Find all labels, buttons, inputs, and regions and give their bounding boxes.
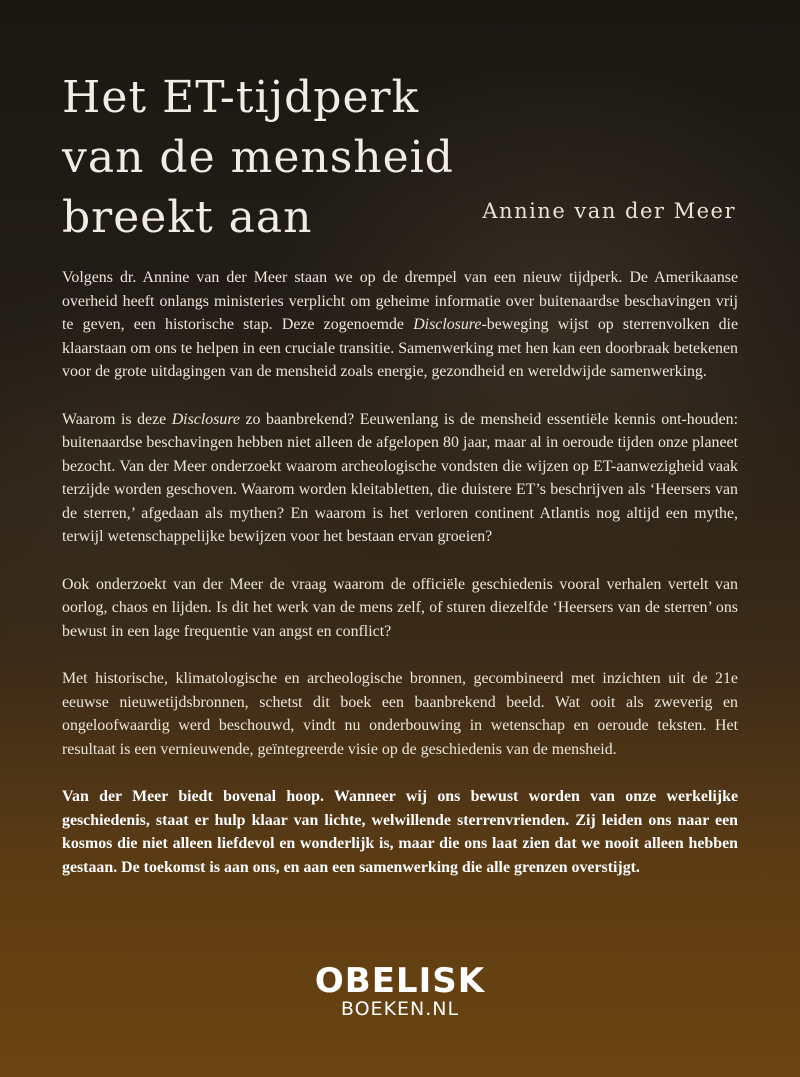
text-run: Met historische, klimatologische en archeologische bronnen, gecombineerd met inzichten uit de 21e eeuwse nieuwetijdsbronnen, schetst dit boek een baanbrekend beeld. Wat ooit als zweverig en ongeloofwaardig werd beschouwd, vindt nu onderbouwing in wetenschap en oeroude teksten. Het resultaat is een vernieuwende, geïntegreerde visie op de geschiedenis van de mensheid. — [62, 670, 738, 758]
book-title — [62, 68, 454, 248]
title-line-2: van de mensheid — [62, 132, 454, 183]
italic-term: Disclosure — [413, 316, 482, 333]
text-run: Volgens dr. Annine van der Meer staan we op de drempel van een nieuw tijdperk. De Amerikaanse overheid heeft onlangs ministeries verplicht om geheime informatie over buitenaardse beschavingen vrij te geven, een historische stap. Deze zogenoemde — [62, 269, 738, 333]
paragraph-5-closing — [62, 785, 738, 879]
text-run: Ook onderzoekt van der Meer de vraag waarom de officiële geschiedenis vooral verhalen vertelt van oorlog, chaos en lijden. Is dit het werk van de mens zelf, of sturen diezelfde ‘Heersers van de sterren’ ons bewust in een lage frequentie van angst en conflict? — [62, 575, 738, 640]
italic-term: Disclosure — [171, 410, 240, 428]
blurb-text — [62, 266, 738, 903]
title-line-3: breekt aan — [62, 192, 313, 243]
text-run: -beweging wijst op sterrenvolken die klaarstaan om ons te helpen in een cruciale transitie. Samenwerking met hen kan een doorbraak betekenen voor de grote uitdagingen van de mensheid zoals energie, gezondheid en wereldwijde samenwerking. — [62, 316, 739, 380]
paragraph-2 — [62, 408, 738, 549]
text-run: zo baanbrekend? Eeuwenlang is de mensheid essentiële kennis ont-houden: buitenaardse beschavingen hebben niet alleen de afgelopen 80 jaar, maar al in oeroude tijden onze planeet bezocht. Van der Meer onderzoekt waarom archeologische vondsten die wijzen op ET-aanwezigheid vaak terzijde worden geschoven. Waarom worden kleitabletten, die duistere ET’s beschrijven als ‘Heersers van de sterren,’ afgedaan als mythen? En waarom is het verloren continent Atlantis nog altijd een mythe, terwijl wetenschappelijke bewijzen voor het bestaan ervan groeien? — [62, 410, 738, 545]
publisher-logo — [0, 962, 800, 1020]
publisher-logo-wordmark: OBELISK — [314, 961, 486, 1001]
title-line-1: Het ET-tijdperk — [62, 72, 420, 123]
author-name: Annine van der Meer — [482, 199, 736, 223]
paragraph-4 — [62, 667, 738, 761]
paragraph-3 — [62, 573, 738, 644]
publisher-logo-domain: BOEKEN.NL — [340, 998, 460, 1020]
paragraph-1 — [62, 266, 738, 384]
text-run: Waarom is deze — [62, 410, 172, 428]
text-run: Van der Meer biedt bovenal hoop. Wanneer wij ons bewust worden van onze werkelijke geschiedenis, staat er hulp klaar van lichte, welwillende sterrenvrienden. Zij leiden ons naar een kosmos die niet alleen liefdevol en wonderlijk is, maar die ons laat zien dat we nooit alleen hebben gestaan. De toekomst is aan ons, en aan een samenwerking die alle grenzen overstijgt. — [62, 788, 738, 876]
